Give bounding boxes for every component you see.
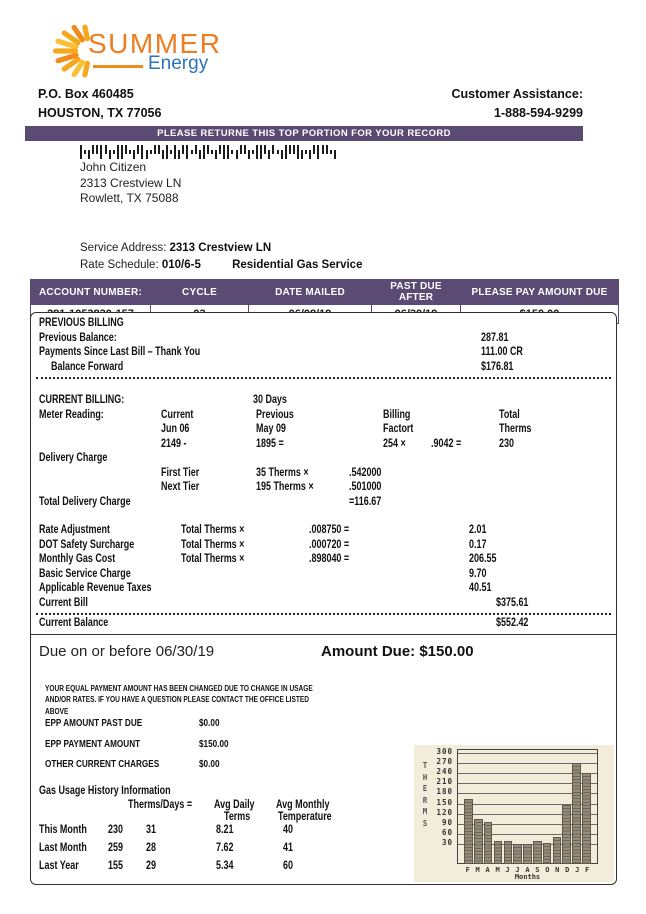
bill-cell-label: DOT Safety Surcharge — [39, 538, 135, 551]
chart-bar — [554, 838, 561, 863]
epp-other-value: $0.00 — [199, 758, 220, 770]
sender-city: HOUSTON, TX 77056 — [38, 106, 162, 120]
bill-cell-c2: 35 Therms × — [256, 466, 309, 479]
bill-row — [31, 361, 616, 376]
bill-cell-c2: May 09 — [256, 423, 286, 435]
header-date-mailed: DATE MAILED — [249, 280, 372, 305]
bill-cell-label: Current Balance — [39, 617, 109, 629]
service-address-value: 2313 Crestview LN — [169, 242, 272, 254]
barcode-bar — [309, 150, 311, 159]
barcode-bar — [277, 150, 279, 154]
chart-ylabel-letter: M — [422, 807, 428, 816]
bill-cell-amtA: 111.00 CR — [481, 346, 523, 358]
chart-bar — [534, 842, 541, 863]
barcode-bar — [301, 150, 303, 159]
barcode-bar — [182, 145, 184, 154]
logo-divider-line — [93, 65, 143, 68]
bill-cell-c2: 1895 = — [256, 437, 284, 450]
barcode-bar — [191, 150, 193, 154]
chart-x-tick: A — [525, 866, 530, 874]
barcode-bar — [264, 145, 266, 154]
chart-bar — [465, 800, 472, 863]
account-table-header-row — [31, 280, 619, 305]
barcode-bar — [109, 150, 111, 159]
separator-dotted — [36, 377, 611, 379]
bill-cell-label: Total Delivery Charge — [39, 495, 131, 508]
bill-row — [31, 467, 616, 482]
usage-cell: Last Month — [39, 841, 87, 854]
usage-cell: This Month — [39, 823, 87, 836]
chart-bar — [573, 764, 580, 863]
usage-cell: 230 — [108, 823, 123, 836]
chart-bar — [524, 845, 531, 863]
barcode-bar — [84, 150, 86, 154]
barcode-bar — [211, 150, 213, 154]
barcode-bar — [113, 150, 115, 154]
chart-x-axis-label: Months — [514, 873, 541, 881]
bill-cell-rate1: Total Therms × — [181, 553, 245, 565]
bill-cell-c1: Next Tier — [161, 481, 200, 493]
company-logo — [38, 16, 258, 92]
barcode-bar — [322, 145, 324, 154]
chart-y-tick: 210 — [436, 777, 453, 787]
bill-cell-label: PREVIOUS BILLING — [39, 317, 124, 329]
chart-ylabel-letter: S — [422, 818, 428, 828]
bill-cell-c1: First Tier — [161, 466, 200, 479]
barcode-bar — [186, 145, 188, 159]
bill-cell-amtB: 206.55 — [469, 553, 497, 565]
chart-y-tick: 90 — [441, 817, 453, 827]
bill-row — [31, 423, 616, 438]
usage-header-terms: Terms — [224, 810, 251, 823]
bill-cell-c3: Factort — [383, 423, 414, 435]
rate-schedule-label: Rate Schedule: — [80, 258, 159, 271]
rate-schedule-desc: Residential Gas Service — [232, 258, 363, 271]
barcode-bar — [100, 145, 102, 159]
bill-row — [31, 496, 616, 511]
sender-address — [38, 85, 161, 123]
barcode-bar — [174, 145, 176, 159]
barcode-bar — [305, 150, 307, 154]
barcode-bar — [96, 145, 98, 154]
bill-cell-rate2: .898040 = — [309, 553, 350, 565]
bill-cell-c4: Therms — [499, 423, 532, 435]
bill-cell-del3: .542000 — [349, 466, 382, 479]
barcode-bar — [88, 150, 90, 159]
barcode-bar — [105, 145, 107, 154]
bill-cell-c2: 195 Therms × — [256, 481, 314, 493]
due-summary-row — [31, 643, 616, 665]
chart-bar — [563, 806, 570, 863]
chart-x-tick: O — [545, 866, 550, 874]
barcode-bar — [133, 150, 135, 159]
barcode-bar — [215, 150, 217, 159]
bill-row — [31, 332, 616, 347]
epp-past-due-label: EPP AMOUNT PAST DUE — [45, 717, 143, 729]
usage-cell: 40 — [283, 823, 293, 836]
assistance-label: Customer Assistance: — [451, 87, 583, 101]
chart-x-tick: A — [485, 866, 490, 874]
barcode-bar — [240, 145, 242, 154]
barcode-bar — [121, 145, 123, 159]
barcode-bar — [231, 150, 233, 154]
chart-y-tick: 120 — [436, 807, 453, 817]
bill-cell-c2d: 30 Days — [253, 394, 287, 406]
chart-y-tick: 180 — [436, 787, 453, 797]
spacer — [31, 381, 616, 394]
epp-notice-line: ABOVE — [45, 706, 69, 716]
usage-chart — [414, 745, 614, 882]
barcode-bar — [272, 145, 274, 154]
bill-cell-rate1: Total Therms × — [181, 524, 245, 536]
barcode-bar — [297, 145, 299, 159]
bill-cell-amtB: 0.17 — [469, 538, 487, 551]
chart-x-tick: N — [555, 866, 560, 874]
chart-y-tick: 150 — [436, 797, 453, 807]
bill-cell-c1: 2149 - — [161, 437, 187, 450]
barcode-bar — [178, 150, 180, 159]
usage-title: Gas Usage History Information — [39, 784, 171, 797]
epp-payment-label: EPP PAYMENT AMOUNT — [45, 737, 141, 750]
bill-cell-c3: Billing — [383, 408, 411, 421]
header-cycle: CYCLE — [151, 280, 249, 305]
bill-cell-c2: Previous — [256, 408, 294, 421]
chart-x-tick: M — [495, 866, 500, 874]
chart-ylabel-letter: E — [422, 784, 428, 793]
bill-row — [31, 438, 616, 453]
barcode-bar — [281, 150, 283, 159]
usage-cell: 60 — [283, 859, 293, 872]
postal-barcode-icon — [80, 145, 352, 159]
usage-header-avg-monthly: Avg Monthly — [276, 798, 330, 811]
usage-cell: Last Year — [39, 859, 79, 872]
bill-cell-c4: Total — [499, 408, 520, 421]
bill-cell-label: Previous Balance: — [39, 331, 117, 344]
bill-cell-c1: Jun 06 — [161, 423, 190, 435]
chart-ylabel-letter: H — [422, 772, 428, 782]
chart-bar — [514, 845, 521, 863]
chart-bar — [475, 820, 482, 863]
bill-row — [31, 568, 616, 583]
barcode-bar — [199, 150, 201, 159]
chart-y-tick: 240 — [436, 767, 453, 777]
bill-cell-c4: 230 — [499, 437, 514, 450]
rate-schedule-line — [80, 257, 362, 274]
bill-cell-amtB: 40.51 — [469, 582, 492, 594]
bill-cell-amtA: 287.81 — [481, 331, 509, 344]
service-info — [80, 240, 362, 273]
barcode-bar — [248, 150, 250, 159]
barcode-bar — [195, 145, 197, 154]
barcode-bar — [203, 145, 205, 159]
bill-row — [31, 481, 616, 496]
bill-cell-indent: Balance Forward — [51, 360, 124, 373]
rate-schedule-value: 010/6-5 — [161, 258, 201, 271]
bill-row — [31, 452, 616, 467]
bill-cell-label: Current Bill — [39, 596, 88, 609]
epp-past-due-value: $0.00 — [199, 717, 220, 729]
sender-po-box: P.O. Box 460485 — [38, 87, 134, 101]
customer-assistance — [451, 85, 583, 123]
barcode-bar — [166, 145, 168, 159]
bill-cell-rate1: Total Therms × — [181, 538, 245, 551]
bill-cell-label: Basic Service Charge — [39, 567, 131, 580]
bill-detail-box — [30, 312, 617, 885]
usage-cell: 29 — [146, 859, 156, 872]
recipient-address — [80, 160, 181, 207]
bill-cell-amtC: $375.61 — [496, 596, 529, 609]
barcode-bar — [207, 145, 209, 154]
barcode-bar — [285, 145, 287, 159]
chart-x-tick: S — [535, 866, 540, 874]
barcode-bar — [162, 150, 164, 159]
barcode-bar — [244, 145, 246, 154]
bill-row — [31, 346, 616, 361]
barcode-bar — [125, 145, 127, 154]
usage-cell: 28 — [146, 841, 156, 854]
barcode-bar — [260, 145, 262, 159]
barcode-bar — [154, 145, 156, 154]
bill-cell-label: Rate Adjustment — [39, 524, 110, 536]
epp-row-past-due — [31, 717, 616, 738]
chart-y-tick: 300 — [436, 747, 453, 756]
chart-ylabel-letter: T — [422, 761, 428, 770]
usage-header-therms-days: Therms/Days = — [128, 798, 193, 811]
chart-bars — [458, 750, 597, 863]
epp-payment-value: $150.00 — [199, 737, 229, 750]
header-past-due-after: PAST DUE AFTER — [372, 280, 461, 305]
usage-header-avg-daily: Avg Daily — [214, 798, 255, 811]
bill-cell-amtB: 9.70 — [469, 567, 487, 580]
barcode-bar — [326, 145, 328, 154]
bill-cell-c1: Current — [161, 408, 194, 421]
recipient-city: Rowlett, TX 75088 — [80, 191, 179, 205]
bill-row — [31, 409, 616, 424]
chart-y-tick: 60 — [441, 827, 453, 837]
barcode-bar — [268, 150, 270, 159]
barcode-bar — [293, 145, 295, 154]
epp-notice — [31, 683, 616, 718]
bill-row — [31, 597, 616, 612]
barcode-bar — [117, 145, 119, 159]
service-address-label: Service Address: — [80, 242, 167, 254]
bill-rows — [31, 317, 616, 635]
barcode-bar — [146, 150, 148, 159]
usage-cell: 8.21 — [216, 823, 234, 836]
usage-cell: 31 — [146, 823, 156, 836]
barcode-bar — [317, 145, 319, 159]
chart-bar — [495, 842, 502, 863]
bill-row — [31, 394, 616, 409]
assistance-phone: 1-888-594-9299 — [494, 106, 583, 120]
chart-ylabel-letter: R — [422, 795, 428, 805]
bill-cell-c3b: .9042 = — [431, 437, 462, 450]
chart-x-tick: D — [565, 866, 570, 874]
bill-row — [31, 524, 616, 539]
epp-notice-line: YOUR EQUAL PAYMENT AMOUNT HAS BEEN CHANGED DUE TO CHANGE IN USAGE — [45, 683, 313, 693]
brand-subname: Energy — [148, 53, 209, 74]
bill-cell-amtB: 2.01 — [469, 524, 487, 536]
bill-cell-del3: =116.67 — [349, 495, 382, 508]
barcode-bar — [219, 145, 221, 154]
epp-other-label: OTHER CURRENT CHARGES — [45, 758, 160, 770]
bill-cell-label: Delivery Charge — [39, 452, 108, 464]
separator-solid — [31, 634, 616, 635]
chart-x-tick: F — [585, 866, 590, 874]
barcode-bar — [170, 150, 172, 154]
separator-dotted — [36, 613, 611, 615]
header-account-number: ACCOUNT NUMBER: — [31, 280, 151, 305]
barcode-bar — [137, 145, 139, 154]
spacer — [31, 510, 616, 524]
barcode-bar — [252, 150, 254, 154]
recipient-name: John Citizen — [80, 160, 147, 174]
brand-name: SUMMER — [88, 28, 222, 59]
barcode-bar — [129, 150, 131, 154]
barcode-bar — [330, 150, 332, 154]
bill-cell-label: Payments Since Last Bill – Thank You — [39, 346, 201, 358]
chart-x-tick: M — [475, 866, 480, 874]
bill-cell-amtC: $552.42 — [496, 617, 529, 629]
chart-bar — [583, 774, 590, 863]
barcode-bar — [80, 145, 82, 159]
usage-cell: 7.62 — [216, 841, 234, 854]
return-portion-banner: PLEASE RETURNE THIS TOP PORTION FOR YOUR RECORD — [25, 126, 583, 141]
epp-notice-line: AND/OR RATES. IF YOU HAVE A QUESTION PLEASE CONTACT THE OFFICE LISTED — [45, 695, 310, 704]
bill-row — [31, 553, 616, 568]
header-amount-due: PLEASE PAY AMOUNT DUE — [461, 280, 619, 305]
barcode-bar — [334, 150, 336, 159]
usage-cell: 5.34 — [216, 859, 234, 872]
barcode-bar — [256, 145, 258, 159]
bill-cell-c3: 254 × — [383, 437, 406, 450]
chart-x-tick: F — [465, 866, 470, 874]
bill-cell-amtA: $176.81 — [481, 360, 514, 373]
barcode-bar — [313, 145, 315, 154]
amount-due-text: Amount Due: $150.00 — [321, 642, 474, 660]
chart-y-tick: 30 — [441, 837, 453, 847]
chart-plot — [457, 749, 598, 864]
bill-row — [31, 582, 616, 597]
chart-x-tick: J — [505, 866, 510, 874]
barcode-bar — [92, 145, 94, 154]
barcode-bar — [150, 150, 152, 154]
bill-cell-label: Applicable Revenue Taxes — [39, 582, 152, 594]
bill-cell-label: Monthly Gas Cost — [39, 553, 116, 565]
service-address-line — [80, 240, 362, 257]
usage-cell: 155 — [108, 859, 123, 872]
bill-cell-label: Meter Reading: — [39, 408, 104, 421]
bill-cell-rate2: .008750 = — [309, 524, 350, 536]
chart-bar — [505, 842, 512, 863]
chart-x-tick: J — [515, 866, 520, 874]
recipient-street: 2313 Crestview LN — [80, 175, 182, 190]
bill-row — [31, 617, 616, 632]
bill-row — [31, 317, 616, 332]
bill-cell-rate2: .000720 = — [309, 538, 350, 551]
due-date-text: Due on or before 06/30/19 — [39, 642, 215, 660]
usage-cell: 259 — [108, 841, 123, 854]
chart-x-tick: J — [575, 866, 580, 874]
barcode-bar — [227, 145, 229, 159]
barcode-bar — [158, 145, 160, 154]
bill-row — [31, 539, 616, 554]
usage-cell: 41 — [283, 841, 293, 854]
chart-bar — [485, 823, 492, 863]
bill-cell-del3: .501000 — [349, 481, 382, 493]
chart-bar — [544, 844, 551, 863]
chart-y-tick: 270 — [436, 757, 453, 767]
barcode-bar — [223, 145, 225, 159]
barcode-bar — [289, 145, 291, 154]
usage-header-temperature: Temperature — [278, 810, 332, 823]
barcode-bar — [236, 150, 238, 159]
bill-cell-label: CURRENT BILLING: — [39, 394, 125, 406]
barcode-bar — [141, 145, 143, 159]
